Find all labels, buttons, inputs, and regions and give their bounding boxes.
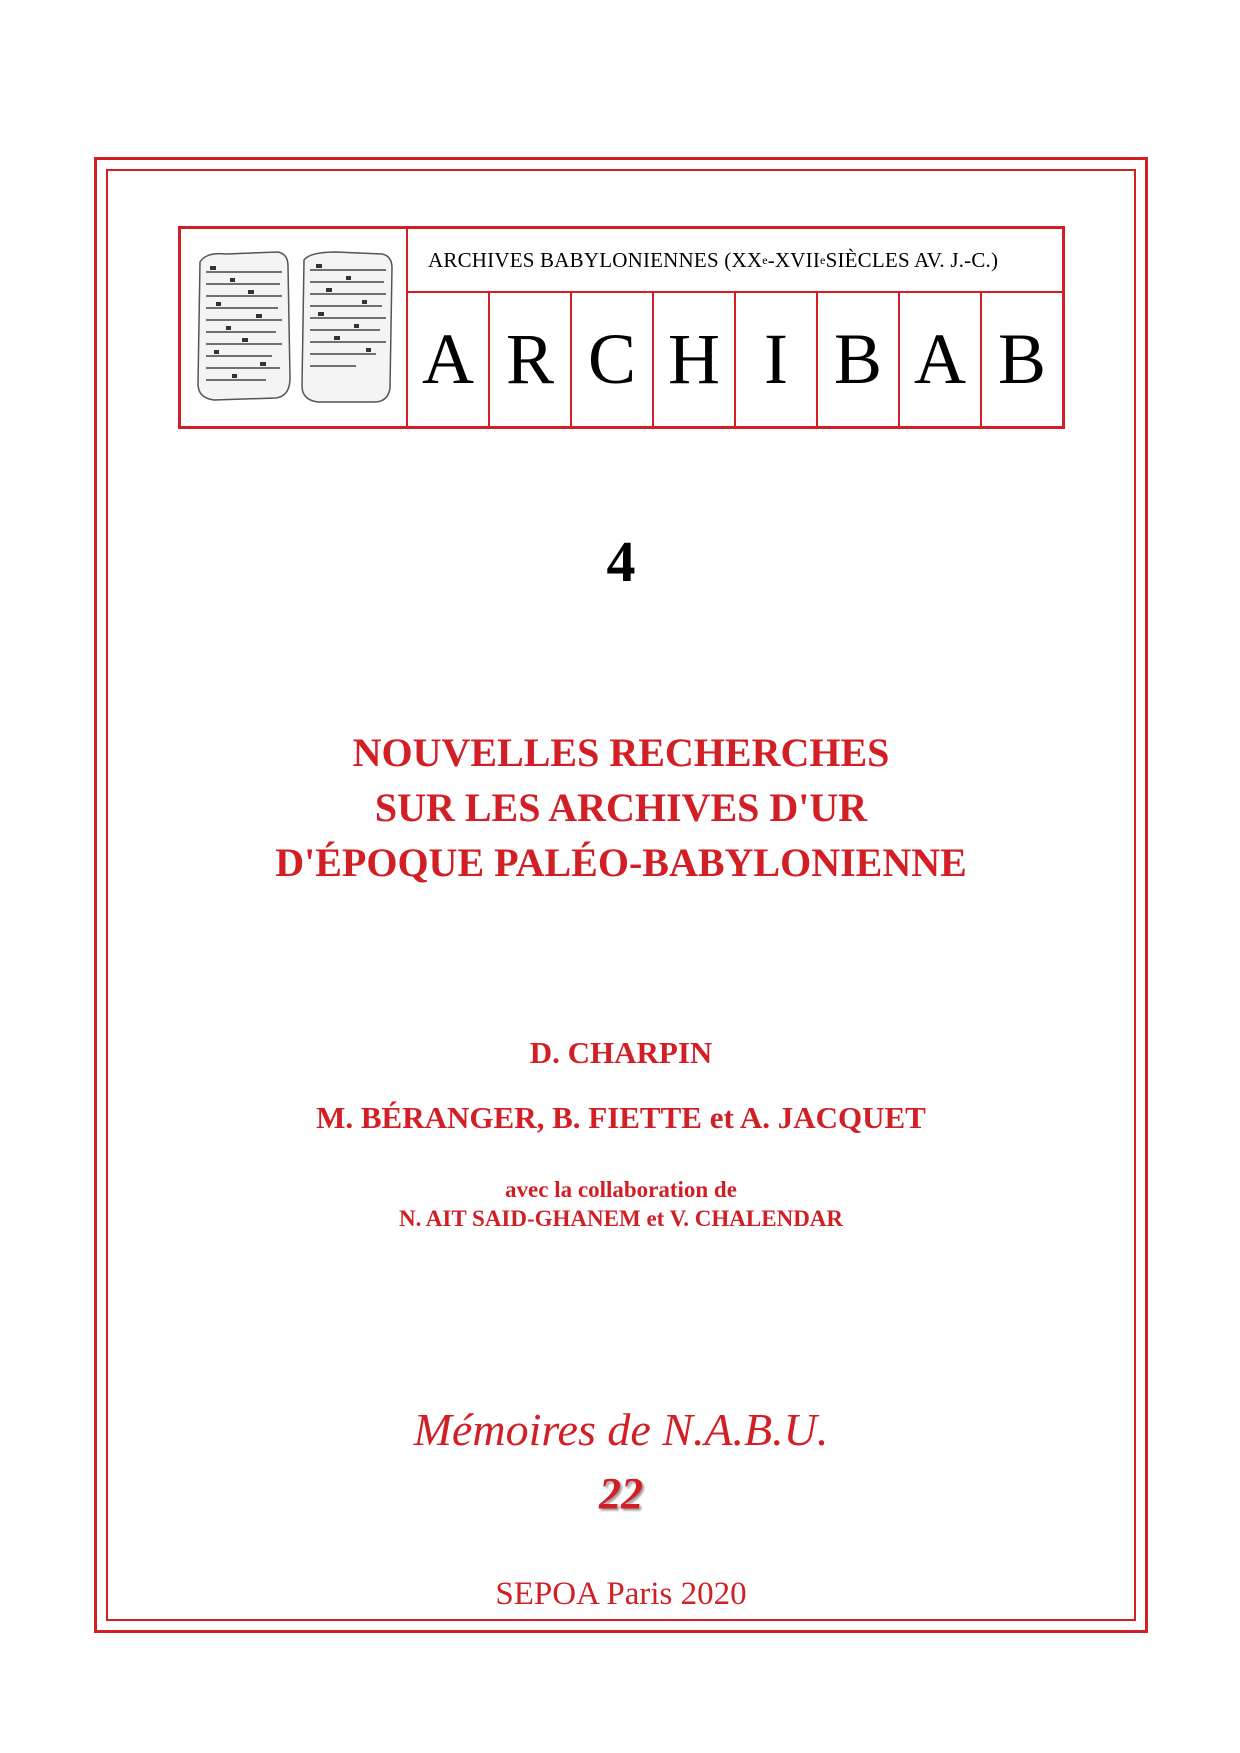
letter-cell: A	[408, 293, 490, 426]
title-line-1: NOUVELLES RECHERCHES	[352, 730, 890, 775]
main-author: D. CHARPIN	[529, 1035, 713, 1070]
subtitle-part: -XVII	[767, 247, 821, 272]
letter-cell: B	[997, 319, 1047, 399]
superscript: e	[820, 252, 826, 267]
series-number: 22	[599, 1469, 643, 1518]
archibab-letters	[408, 293, 1062, 426]
letter-cell: C	[572, 293, 654, 426]
superscript: e	[762, 252, 768, 267]
co-authors: M. BÉRANGER, B. FIETTE et A. JACQUET	[316, 1100, 926, 1135]
subtitle-part: ARCHIVES BABYLONIENNES (XX	[428, 247, 763, 272]
letter-cell: A	[900, 293, 982, 426]
letter-cell: R	[490, 293, 572, 426]
title-line-2: SUR LES ARCHIVES D'UR	[374, 785, 868, 830]
volume-number: 4	[606, 529, 636, 594]
title-line-3: D'ÉPOQUE PALÉO-BABYLONIENNE	[275, 840, 967, 885]
collab-names: N. AIT SAID-GHANEM et V. CHALENDAR	[398, 1206, 844, 1231]
collaboration	[106, 1175, 1136, 1233]
book-title	[106, 725, 1136, 890]
subtitle-part: SIÈCLES AV. J.-C.)	[825, 247, 999, 272]
cuneiform-tablets-image	[181, 229, 408, 426]
publisher: SEPOA Paris 2020	[495, 1576, 747, 1612]
letter-cell: B	[818, 293, 900, 426]
collab-intro: avec la collaboration de	[505, 1177, 737, 1202]
banner-text-area	[408, 229, 1062, 426]
series-name: Mémoires de N.A.B.U.	[413, 1404, 829, 1455]
archibab-banner	[178, 226, 1065, 429]
banner-subtitle	[408, 229, 1062, 293]
letter-cell: H	[654, 293, 736, 426]
letter-cell: I	[736, 293, 818, 426]
